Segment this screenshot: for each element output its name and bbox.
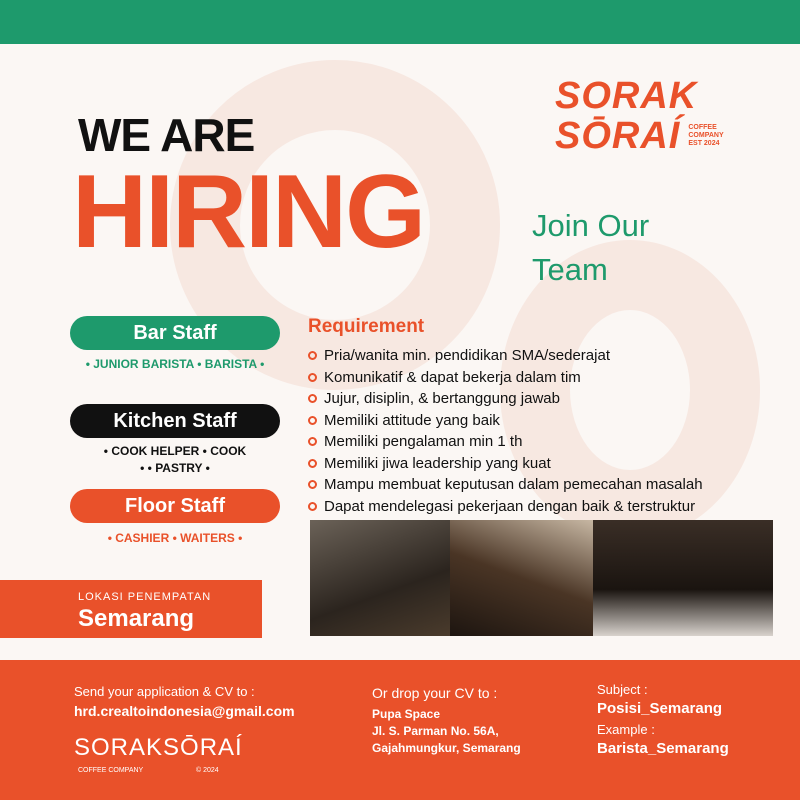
bullet-icon [308, 480, 317, 489]
requirement-item: Memiliki jiwa leadership yang kuat [308, 453, 703, 475]
footer [0, 660, 800, 800]
requirement-item: Memiliki attitude yang baik [308, 410, 703, 432]
position-kitchen-staff: Kitchen Staff [70, 404, 280, 438]
join-team-text: Join Our Team [532, 208, 650, 287]
bullet-icon [308, 373, 317, 382]
requirement-item: Jujur, disiplin, & bertanggung jawab [308, 388, 703, 410]
requirement-heading: Requirement [308, 316, 425, 337]
address: Pupa Space Jl. S. Parman No. 56A, Gajahmungkur, Semarang [372, 707, 521, 755]
floor-staff-roles: • CASHIER • WAITERS • [107, 531, 243, 545]
email-link[interactable]: hrd.crealtoindonesia@gmail.com [74, 703, 295, 719]
brand-logo-subtitle: COFFEE COMPANY EST 2024 [688, 124, 724, 147]
subject-value: Posisi_Semarang [597, 700, 723, 717]
barista-serving-photo [450, 520, 593, 636]
kitchen-staff-roles: • COOK HELPER • COOK • • PASTRY • [103, 444, 247, 475]
requirement-list [308, 345, 703, 517]
brand-logo-line2: SŌRAÍ [555, 115, 681, 157]
requirement-item: Pria/wanita min. pendidikan SMA/sederajat [308, 345, 703, 367]
top-bar [0, 0, 800, 44]
requirement-item: Dapat mendelegasi pekerjaan dengan baik & terstruktur [308, 496, 703, 518]
bar-staff-roles: • JUNIOR BARISTA • BARISTA • [85, 357, 265, 371]
position-bar-staff: Bar Staff [70, 316, 280, 350]
bullet-icon [308, 351, 317, 360]
location-box [0, 580, 262, 638]
brand-logo [555, 76, 728, 156]
drop-label: Or drop your CV to : [372, 685, 498, 701]
bullet-icon [308, 437, 317, 446]
bullet-icon [308, 416, 317, 425]
copyright: © 2024 [196, 767, 219, 774]
hiring-heading: HIRING [72, 154, 424, 270]
requirement-item: Komunikatif & dapat bekerja dalam tim [308, 367, 703, 389]
chef-plating-photo [593, 520, 773, 636]
we-are-heading: WE ARE [78, 109, 255, 161]
bullet-icon [308, 394, 317, 403]
footer-logo: SORAKSŌRAÍ [74, 734, 243, 761]
requirement-item: Memiliki pengalaman min 1 th [308, 431, 703, 453]
subject-label: Subject : [597, 682, 648, 697]
send-label: Send your application & CV to : [74, 684, 255, 699]
brand-logo-line1: SORAK [555, 75, 698, 117]
example-value: Barista_Semarang [597, 740, 729, 757]
bullet-icon [308, 502, 317, 511]
position-floor-staff: Floor Staff [70, 489, 280, 523]
brand-logo-row [555, 116, 728, 156]
bullet-icon [308, 459, 317, 468]
footer-logo-subtitle: COFFEE COMPANY [78, 767, 144, 774]
location-label: LOKASI PENEMPATAN [78, 591, 212, 603]
location-city: Semarang [78, 605, 195, 632]
requirement-item: Mampu membuat keputusan dalam pemecahan masalah [308, 474, 703, 496]
espresso-machine-photo [310, 520, 450, 636]
example-label: Example : [597, 722, 655, 737]
